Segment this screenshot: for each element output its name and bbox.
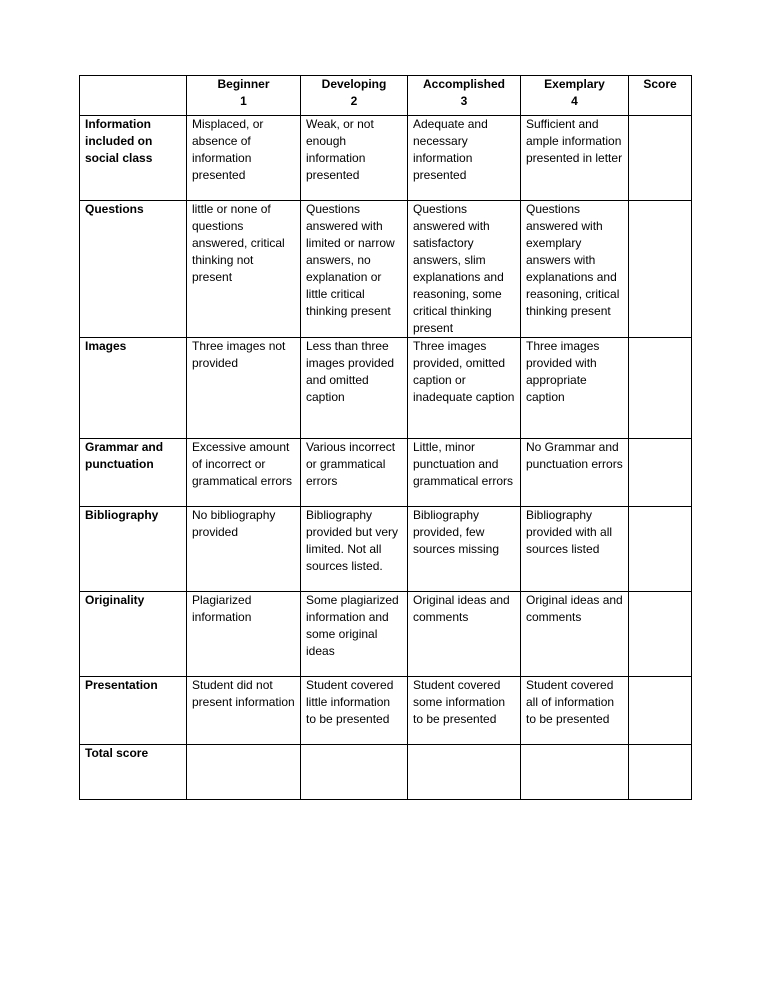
level-name: Developing [321,77,387,91]
criterion-cell: Originality [80,592,187,677]
criterion-cell: Grammar and punctuation [80,439,187,507]
rubric-cell [408,745,521,800]
level-name: Exemplary [544,77,605,91]
table-row [80,592,692,677]
rubric-cell: No bibliography provided [187,507,301,592]
level-points: 4 [571,94,578,108]
rubric-cell: Student covered all of information to be presented [521,677,629,745]
header-score: Score [629,76,692,116]
level-name: Beginner [217,77,270,91]
score-cell [629,116,692,201]
level-points: 1 [240,94,247,108]
header-corner [80,76,187,116]
rubric-table [79,75,692,800]
rubric-cell: Student did not present information [187,677,301,745]
rubric-cell: Adequate and necessary information presented [408,116,521,201]
score-cell [629,201,692,338]
table-row [80,745,692,800]
rubric-cell: Less than three images provided and omitted caption [301,338,408,439]
header-level-accomplished [408,76,521,116]
rubric-cell: Student covered some information to be presented [408,677,521,745]
table-row [80,439,692,507]
rubric-cell: Student covered little information to be presented [301,677,408,745]
criterion-cell: Bibliography [80,507,187,592]
criterion-cell: Information included on social class [80,116,187,201]
table-row [80,677,692,745]
rubric-cell: Sufficient and ample information presented in letter [521,116,629,201]
rubric-cell: Three images provided with appropriate caption [521,338,629,439]
rubric-cell: little or none of questions answered, critical thinking not present [187,201,301,338]
rubric-cell: Questions answered with limited or narrow answers, no explanation or little critical thinking present [301,201,408,338]
rubric-cell: Bibliography provided but very limited. Not all sources listed. [301,507,408,592]
level-points: 3 [460,94,468,108]
rubric-cell: Various incorrect or grammatical errors [301,439,408,507]
header-level-beginner [187,76,301,116]
rubric-cell: Plagiarized information [187,592,301,677]
table-row [80,507,692,592]
criterion-cell: Presentation [80,677,187,745]
rubric-cell: Original ideas and comments [521,592,629,677]
score-cell [629,507,692,592]
rubric-cell: Questions answered with exemplary answers with explanations and reasoning, critical thinking present [521,201,629,338]
header-row [80,76,692,116]
rubric-cell: Weak, or not enough information presented [301,116,408,201]
rubric-cell [521,745,629,800]
rubric-cell: Questions answered with satisfactory answers, slim explanations and reasoning, some critical thinking present [408,201,521,338]
score-cell [629,592,692,677]
criterion-cell: Questions [80,201,187,338]
score-cell [629,439,692,507]
table-row [80,338,692,439]
score-cell [629,338,692,439]
rubric-cell [301,745,408,800]
header-level-exemplary [521,76,629,116]
table-row [80,116,692,201]
rubric-cell: No Grammar and punctuation errors [521,439,629,507]
level-name: Accomplished [422,77,506,91]
table-row [80,201,692,338]
rubric-cell: Original ideas and comments [408,592,521,677]
header-level-developing [301,76,408,116]
score-cell [629,745,692,800]
rubric-cell: Bibliography provided, few sources missing [408,507,521,592]
rubric-cell: Little, minor punctuation and grammatical errors [408,439,521,507]
rubric-cell: Some plagiarized information and some original ideas [301,592,408,677]
rubric-cell: Three images provided, omitted caption or inadequate caption [408,338,521,439]
rubric-cell: Misplaced, or absence of information presented [187,116,301,201]
rubric-cell: Excessive amount of incorrect or grammatical errors [187,439,301,507]
score-cell [629,677,692,745]
rubric-cell: Three images not provided [187,338,301,439]
criterion-cell: Total score [80,745,187,800]
criterion-cell: Images [80,338,187,439]
rubric-cell: Bibliography provided with all sources listed [521,507,629,592]
level-points: 2 [350,94,358,108]
rubric-cell [187,745,301,800]
